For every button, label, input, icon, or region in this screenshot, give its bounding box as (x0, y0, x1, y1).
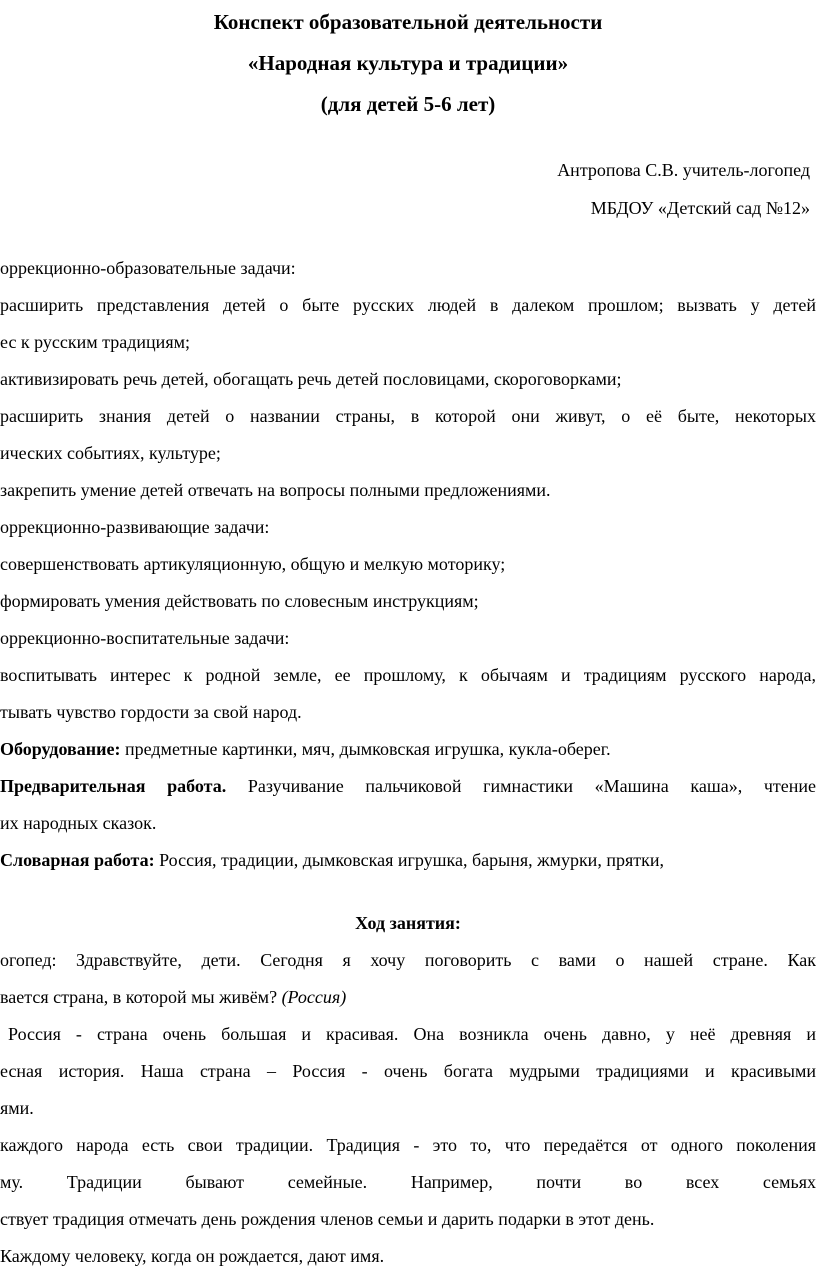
text-line (0, 43, 816, 84)
text-segment: Разучивание пальчиковой гимнастики «Машина каша», чтение (226, 776, 816, 796)
author-block (0, 151, 816, 227)
text-segment: оррекционно-развивающие задачи: (0, 517, 270, 537)
text-segment: оррекционно-воспитательные задачи: (0, 628, 290, 648)
text-line (0, 1164, 816, 1201)
text-line (0, 1127, 816, 1164)
text-line (0, 805, 816, 842)
text-segment: ических событиях, культуре; (0, 443, 221, 463)
text-line (0, 657, 816, 694)
text-segment: вается страна, в которой мы живём? (0, 987, 282, 1007)
text-line (0, 151, 810, 189)
text-line (0, 694, 816, 731)
section-heading (0, 905, 816, 942)
text-segment: Россия, традиции, дымковская игрушка, барыня, жмурки, прятки, (154, 850, 664, 870)
text-segment: их народных сказок. (0, 813, 157, 833)
text-segment: расширить представления детей о быте русских людей в далеком прошлом; вызвать у детей (0, 295, 816, 315)
text-line (0, 324, 816, 361)
text-segment: Ход занятия: (355, 913, 461, 933)
text-line (0, 620, 816, 657)
text-line (0, 1201, 816, 1238)
text-line (0, 546, 816, 583)
text-segment: оррекционно-образовательные задачи: (0, 258, 296, 278)
text-line (0, 287, 816, 324)
text-line (0, 2, 816, 43)
text-line (0, 361, 816, 398)
text-segment: му. Традиции бывают семейные. Например, почти во всех семьях (0, 1172, 816, 1192)
text-segment: огопед: Здравствуйте, дети. Сегодня я хочу поговорить с вами о нашей стране. Как (0, 950, 816, 970)
text-segment: совершенствовать артикуляционную, общую и мелкую моторику; (0, 554, 506, 574)
text-segment: ями. (0, 1098, 34, 1118)
text-line (0, 1053, 816, 1090)
text-segment: «Народная культура и традиции» (247, 51, 569, 75)
text-segment: есная история. Наша страна – Россия - очень богата мудрыми традициями и красивыми (0, 1061, 816, 1081)
text-line (0, 435, 816, 472)
text-segment: Предварительная работа. (0, 776, 227, 796)
text-line (0, 1090, 816, 1127)
text-segment: формировать умения действовать по словесным инструкциям; (0, 591, 479, 611)
text-segment: Оборудование: (0, 739, 121, 759)
text-segment: расширить знания детей о названии страны, в которой они живут, о её быте, некоторых (0, 406, 816, 426)
text-segment: (Россия) (281, 987, 347, 1007)
text-segment: предметные картинки, мяч, дымковская игрушка, кукла-оберег. (120, 739, 611, 759)
text-line (0, 1238, 816, 1275)
text-segment: Антропова С.В. учитель-логопед (557, 160, 810, 180)
document-title (0, 0, 816, 125)
text-segment: ес к русским традициям; (0, 332, 190, 352)
text-segment: закрепить умение детей отвечать на вопросы полными предложениями. (0, 480, 551, 500)
text-segment: каждого народа есть свои традиции. Традиция - это то, что передаётся от одного поколения (0, 1135, 816, 1155)
text-line (0, 731, 816, 768)
text-line (0, 84, 816, 125)
text-line (0, 189, 810, 227)
text-segment: Россия - страна очень большая и красивая. Она возникла очень давно, у неё древняя и (8, 1024, 816, 1044)
text-line (0, 942, 816, 979)
text-line (0, 979, 816, 1016)
text-segment: активизировать речь детей, обогащать речь детей пословицами, скороговорками; (0, 369, 622, 389)
text-segment: МБДОУ «Детский сад №12» (590, 198, 810, 218)
text-segment: Конспект образовательной деятельности (213, 10, 603, 34)
text-line (0, 1016, 816, 1053)
text-line (0, 509, 816, 546)
text-segment: Каждому человеку, когда он рождается, дают имя. (0, 1246, 385, 1266)
text-segment: тывать чувство гордости за свой народ. (0, 702, 302, 722)
text-line (0, 583, 816, 620)
document-body (0, 250, 816, 1275)
text-line (0, 842, 816, 879)
text-line (0, 472, 816, 509)
text-line (0, 398, 816, 435)
text-line (0, 768, 816, 805)
text-segment: (для детей 5-6 лет) (320, 92, 496, 116)
text-segment: Словарная работа: (0, 850, 155, 870)
text-segment: воспитывать интерес к родной земле, ее прошлому, к обычаям и традициям русского народа, (0, 665, 816, 685)
text-segment: ствует традиция отмечать день рождения членов семьи и дарить подарки в этот день. (0, 1209, 655, 1229)
text-line (0, 250, 816, 287)
